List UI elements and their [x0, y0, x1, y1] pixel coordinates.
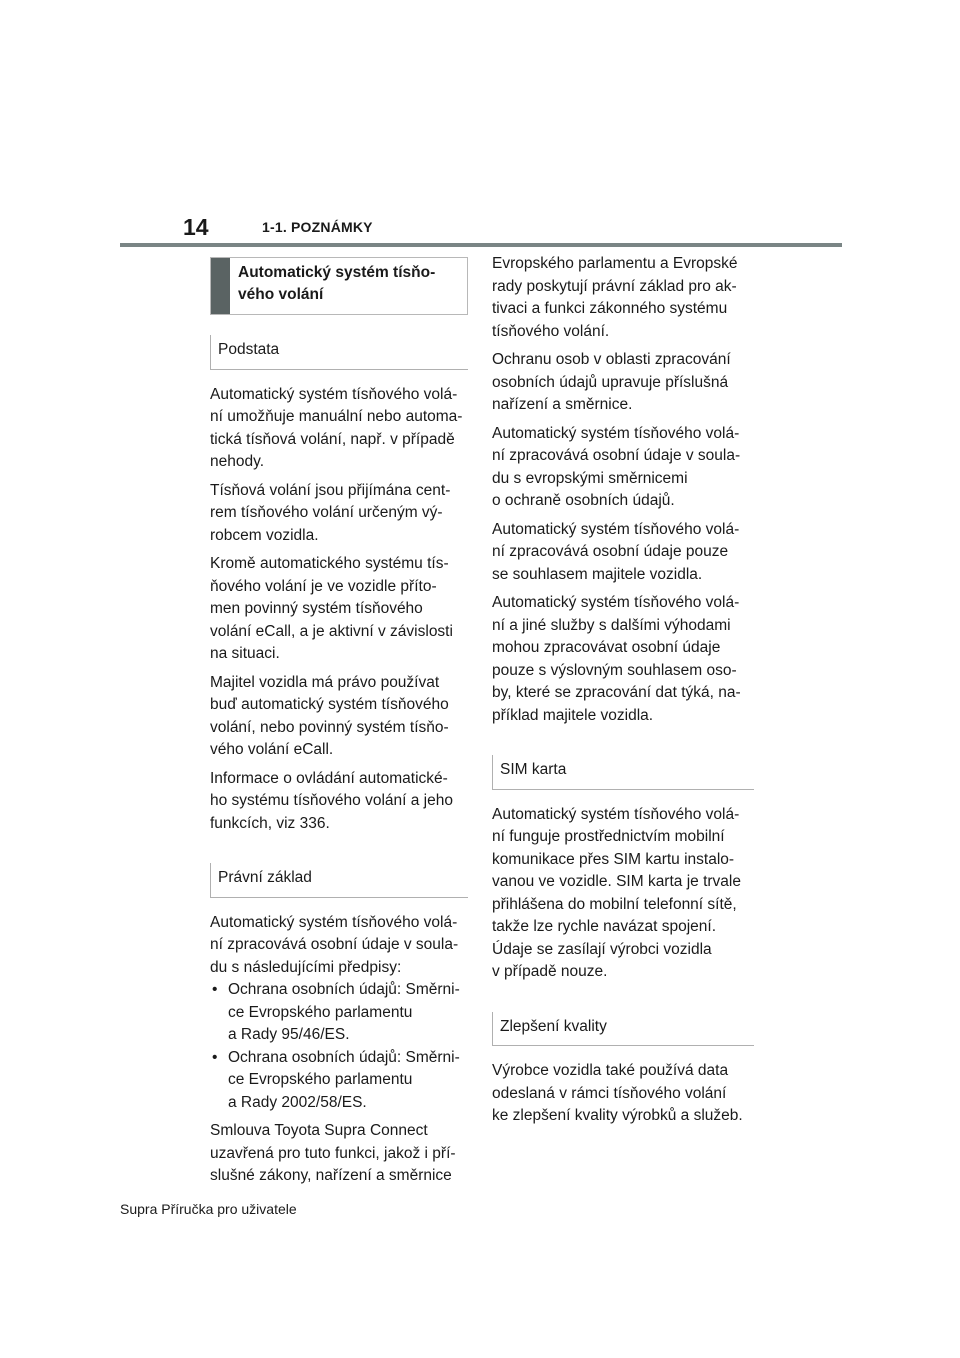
subheading-sim-karta: SIM karta	[492, 755, 754, 790]
left-column	[210, 257, 468, 1194]
bullet-icon: •	[212, 981, 218, 998]
list-item-text: Ochrana osobních údajů: Směrni- ce Evropského parlamentu a Rady 95/46/ES.	[228, 981, 460, 1043]
main-heading-box	[210, 257, 468, 315]
paragraph: Automatický systém tísňového volá- ní funguje prostřednictvím mobilní komunikace přes SIM kartu instalo- vanou ve vozidle. SIM karta je trvale přihlášena do mobilní telefonní sítě, takže lze rychle navázat spojení. Údaje se zasílají výrobci vozidla v případě nouze.	[492, 805, 741, 980]
paragraph: Automatický systém tísňového volá- ní zpracovává osobní údaje pouze se souhlasem majitele vozidla.	[492, 520, 740, 583]
paragraph: Automatický systém tísňového volá- ní umožňuje manuální nebo automa- tická tísňová volání, např. v případě nehody.	[210, 385, 463, 470]
header-rule	[120, 243, 842, 247]
heading-accent-bar	[211, 258, 230, 314]
paragraph: Automatický systém tísňového volá- ní zpracovává osobní údaje v soula- du s následujícími předpisy:	[210, 913, 459, 976]
page-number: 14	[183, 214, 209, 240]
paragraph: Evropského parlamentu a Evropské rady poskytují právní základ pro ak- tivaci a funkci zákonného systému tísňového volání.	[492, 255, 738, 340]
paragraph: Automatický systém tísňového volá- ní a jiné služby s dalšími výhodami mohou zpracovávat osobní údaje pouze s výslovným souhlasem oso- by, které se zpracování dat týká, na- příklad majitele vozidla.	[492, 594, 741, 724]
paragraph: Ochranu osob v oblasti zpracování osobních údajů upravuje příslušná nařízení a směrnice.	[492, 351, 731, 413]
list-item-text: Ochrana osobních údajů: Směrni- ce Evropského parlamentu a Rady 2002/58/ES.	[228, 1048, 460, 1111]
section-title: 1-1. POZNÁMKY	[262, 219, 373, 235]
subheading-podstata: Podstata	[210, 335, 468, 370]
paragraph: Informace o ovládání automatické- ho systému tísňového volání a jeho funkcích, viz 336.	[210, 769, 453, 832]
bullet-list	[210, 979, 468, 1114]
paragraph: Automatický systém tísňového volá- ní zpracovává osobní údaje v soula- du s evropskými směrnicemi o ochraně osobních údajů.	[492, 424, 741, 509]
subheading-pravni-zaklad: Právní základ	[210, 863, 468, 898]
paragraph: Kromě automatického systému tís- ňového volání je ve vozidle příto- men povinný systém tísňového volání eCall, a je aktivní v závislosti na situaci.	[210, 555, 453, 662]
paragraph: Smlouva Toyota Supra Connect uzavřená pro tuto funkci, jakož i pří- slušné zákony, nařízení a směrnice	[210, 1122, 456, 1184]
bullet-icon: •	[212, 1048, 218, 1066]
list-item	[210, 979, 468, 1047]
paragraph: Majitel vozidla má právo používat buď automatický systém tísňového volání, nebo povinný systém tísňo- vého volání eCall.	[210, 673, 449, 758]
main-heading: Automatický systém tísňo- vého volání	[238, 264, 436, 303]
paragraph: Tísňová volání jsou přijímána cent- rem tísňového volání určeným vý- robcem vozidla.	[210, 481, 451, 544]
paragraph: Výrobce vozidla také používá data odeslaná v rámci tísňového volání ke zlepšení kvality výrobků a služeb.	[492, 1062, 743, 1124]
footer-text: Supra Příručka pro uživatele	[120, 1201, 297, 1217]
subheading-zlepseni-kvality: Zlepšení kvality	[492, 1012, 754, 1047]
right-column	[492, 253, 754, 1134]
list-item	[210, 1047, 468, 1115]
